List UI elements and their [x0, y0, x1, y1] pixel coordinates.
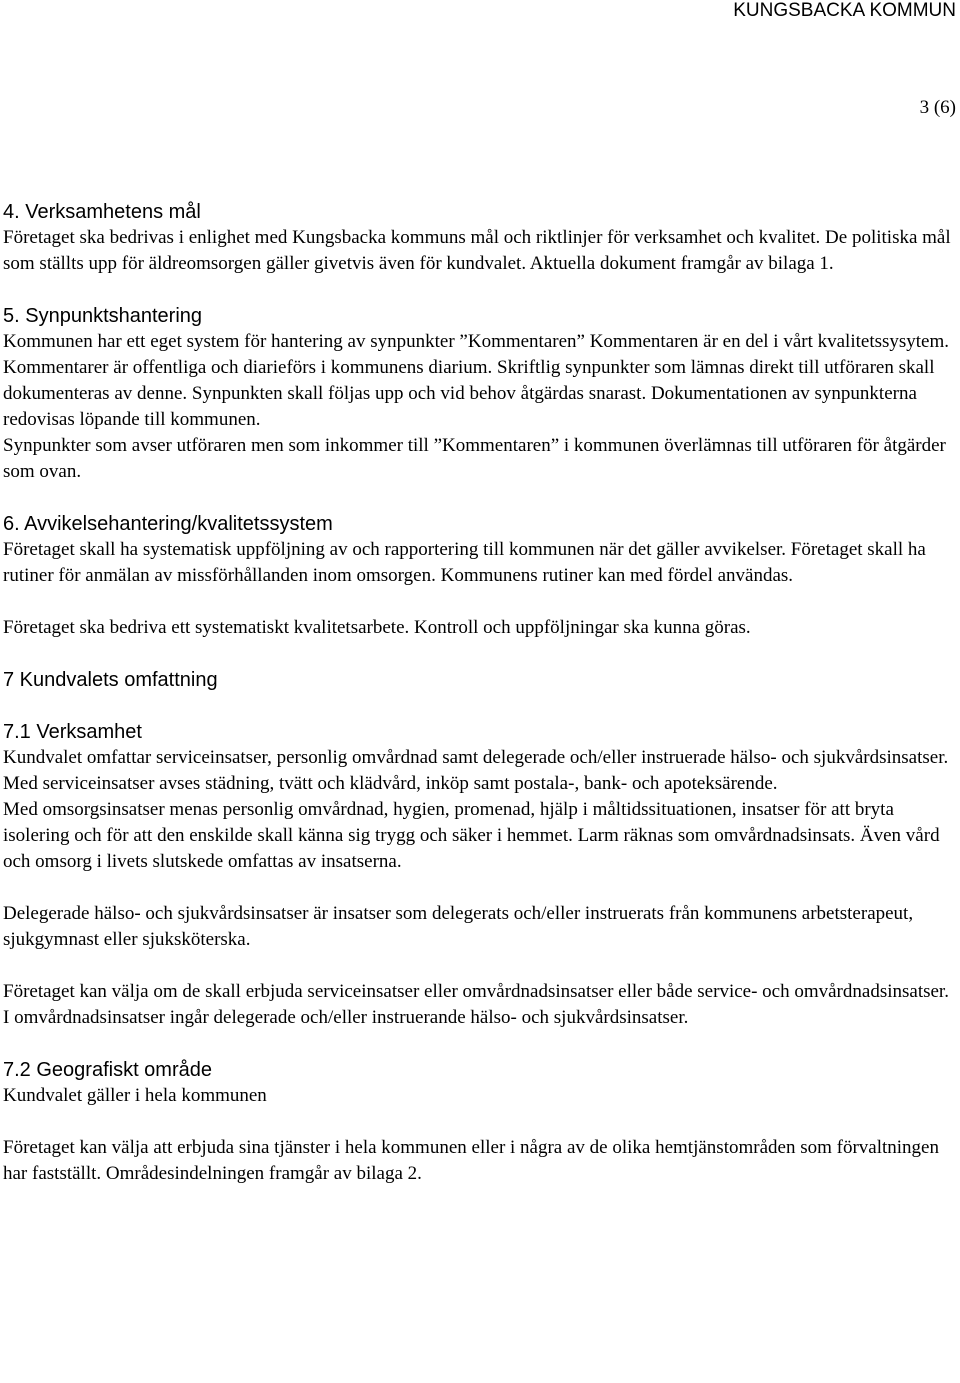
spacer [3, 1031, 957, 1057]
spacer [3, 641, 957, 667]
heading-verksamhetens-mal: 4. Verksamhetens mål [3, 201, 201, 223]
heading-kundvalets-omfattning: 7 Kundvalets omfattning [3, 669, 218, 691]
heading-geografiskt-omrade: 7.2 Geografiskt område [3, 1059, 212, 1081]
paragraph: Företaget ska bedrivas i enlighet med Kungsbacka kommuns mål och riktlinjer för verksamhet och kvalitet. De politiska mål som ställts upp för äldreomsorgen gäller givetvis även för kundvalet. Aktuella dokument framgår av bilaga 1. [3, 227, 951, 274]
organization-name: KUNGSBACKA KOMMUN [733, 0, 956, 21]
paragraph: Kundvalet omfattar serviceinsatser, personlig omvårdnad samt delegerade och/eller instruerade hälso- och sjukvårdsinsatser. [3, 747, 949, 768]
paragraph: Med omsorgsinsatser menas personlig omvårdnad, hygien, promenad, hjälp i måltidssituationen, insatser för att bryta isolering och för att den enskilde skall känna sig trygg och säker i hemmet. Larm räknas som omvårdnadsinsats. Även vård och omsorg i livets slutskede omfattas av insatserna. [3, 799, 940, 872]
heading-synpunktshantering: 5. Synpunktshantering [3, 305, 203, 327]
spacer [3, 485, 957, 511]
section-verksamhet [3, 719, 957, 1031]
section-kundvalets-omfattning [3, 667, 957, 693]
spacer [3, 277, 957, 303]
section-geografiskt-omrade [3, 1057, 957, 1187]
section-synpunktshantering [3, 303, 957, 485]
page-number: 3 (6) [919, 97, 956, 118]
paragraph: Företaget skall ha systematisk uppföljning av och rapportering till kommunen när det gäller avvikelser. Företaget skall ha rutiner för anmälan av missförhållanden inom omsorgen. Kommunens rutiner kan med fördel användas. [3, 539, 926, 586]
spacer [3, 953, 957, 979]
paragraph: Med serviceinsatser avses städning, tvätt och klädvård, inköp samt postala-, bank- och apoteksärende. [3, 773, 778, 794]
paragraph: Synpunkter som avser utföraren men som inkommer till ”Kommentaren” i kommunen överlämnas till utföraren för åtgärder som ovan. [3, 435, 946, 482]
section-verksamhetens-mal [3, 199, 957, 277]
paragraph: Kommunen har ett eget system för hantering av synpunkter ”Kommentaren” Kommentaren är en del i vårt kvalitetssysytem. Kommentarer är offentliga och diarieförs i kommunens diarium. Skriftlig synpunkter som lämnas direkt till utföraren skall dokumenteras av denne. Synpunkten skall följas upp och vid behov åtgärdas snarast. Dokumentationen av synpunkterna redovisas löpande till kommunen. [3, 331, 950, 430]
paragraph: Företaget ska bedriva ett systematiskt kvalitetsarbete. Kontroll och uppföljningar ska kunna göras. [3, 617, 751, 638]
paragraph: Företaget kan välja om de skall erbjuda serviceinsatser eller omvårdnadsinsatser eller både service- och omvårdnadsinsatser. I omvårdnadsinsatser ingår delegerade och/eller instruerande hälso- och sjukvårdsinsatser. [3, 981, 949, 1028]
paragraph: Kundvalet gäller i hela kommunen [3, 1085, 267, 1106]
heading-verksamhet: 7.1 Verksamhet [3, 721, 142, 743]
document-body [3, 199, 957, 1187]
spacer [3, 1109, 957, 1135]
spacer [3, 589, 957, 615]
section-avvikelsehantering [3, 511, 957, 641]
spacer [3, 693, 957, 719]
paragraph: Företaget kan välja att erbjuda sina tjänster i hela kommunen eller i några av de olika hemtjänstområden som förvaltningen har fastställt. Områdesindelningen framgår av bilaga 2. [3, 1137, 939, 1184]
heading-avvikelsehantering: 6. Avvikelsehantering/kvalitetssystem [3, 513, 333, 535]
paragraph: Delegerade hälso- och sjukvårdsinsatser är insatser som delegerats och/eller instruerats från kommunens arbetsterapeut, sjukgymnast eller sjuksköterska. [3, 903, 914, 950]
spacer [3, 875, 957, 901]
